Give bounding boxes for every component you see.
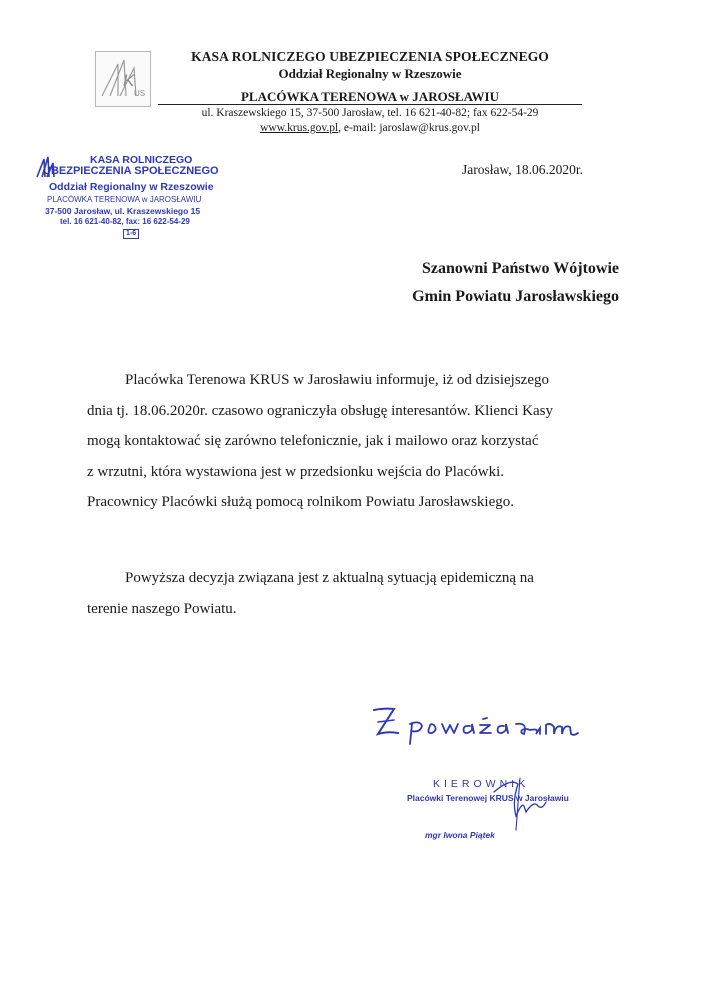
- body-paragraph-2: [87, 563, 619, 624]
- paragraph-line: terenie naszego Powiatu.: [87, 600, 237, 617]
- handwritten-signature: [490, 772, 550, 834]
- header-organization: KASA ROLNICZEGO UBEZPIECZENIA SPOŁECZNEGO: [191, 49, 549, 64]
- body-paragraph-1: [87, 365, 619, 518]
- header-divider: [158, 104, 582, 105]
- stamp-line-7: 1-6: [123, 229, 139, 239]
- signature-title: KIEROWNIK: [433, 778, 530, 790]
- header-branch: PLACÓWKA TERENOWA w JAROSŁAWIU: [240, 89, 499, 104]
- letter-date: Jarosław, 18.06.2020r.: [462, 162, 583, 177]
- office-stamp: [35, 150, 240, 240]
- header-address: ul. Kraszewskiego 15, 37-500 Jarosław, tel. 16 621-40-82; fax 622-54-29: [201, 107, 539, 119]
- header-email: , e-mail: jaroslaw@krus.gov.pl: [338, 122, 480, 134]
- stamp-line-2: UBEZPIECZENIA SPOŁECZNEGO: [43, 165, 219, 177]
- paragraph-line: Placówka Terenowa KRUS w Jarosławiu informuje, iż od dzisiejszego: [125, 372, 549, 388]
- header-regional-office: Oddział Regionalny w Rzeszowie: [278, 66, 462, 81]
- stamp-line-1: KASA ROLNICZEGO: [90, 154, 193, 166]
- signature-stamp: [395, 778, 595, 848]
- svg-text:K: K: [123, 71, 135, 90]
- salutation-line-2: Gmin Powiatu Jarosławskiego: [412, 288, 619, 305]
- website-link[interactable]: www.krus.gov.pl: [260, 122, 339, 134]
- svg-text:US: US: [134, 89, 146, 98]
- paragraph-line: mogą kontaktować się zarówno telefonicznie, jak i mailowo oraz korzystać: [87, 433, 539, 449]
- stamp-line-3: Oddział Regionalny w Rzeszowie: [49, 181, 214, 193]
- stamp-line-4: PLACÓWKA TERENOWA w JAROSŁAWIU: [47, 195, 202, 204]
- stamp-line-5: 37-500 Jarosław, ul. Kraszewskiego 15: [45, 206, 201, 216]
- signature-unit: Placówki Terenowej KRUS w Jarosławiu: [407, 793, 569, 803]
- closing-handwriting: [370, 700, 600, 750]
- krus-logo-mark-icon: [96, 52, 150, 106]
- paragraph-line: dnia tj. 18.06.2020r. czasowo ograniczyła obsługę interesantów. Klienci Kasy: [87, 402, 553, 419]
- header-contact: [160, 122, 580, 134]
- paragraph-line: Pracownicy Placówki służą pomocą rolnikom Powiatu Jarosławskiego.: [87, 494, 515, 510]
- stamp-line-6: tel. 16 621-40-82, fax: 16 622-54-29: [60, 217, 190, 226]
- salutation-line-1: Szanowni Państwo Wójtowie: [421, 260, 619, 277]
- signature-name: mgr Iwona Piątek: [425, 830, 495, 840]
- krus-logo: [95, 51, 151, 107]
- paragraph-line: z wrzutni, która wystawiona jest w przedsionku wejścia do Placówki.: [87, 463, 504, 480]
- paragraph-line: Powyższa decyzja związana jest z aktualną sytuacją epidemiczną na: [125, 570, 534, 586]
